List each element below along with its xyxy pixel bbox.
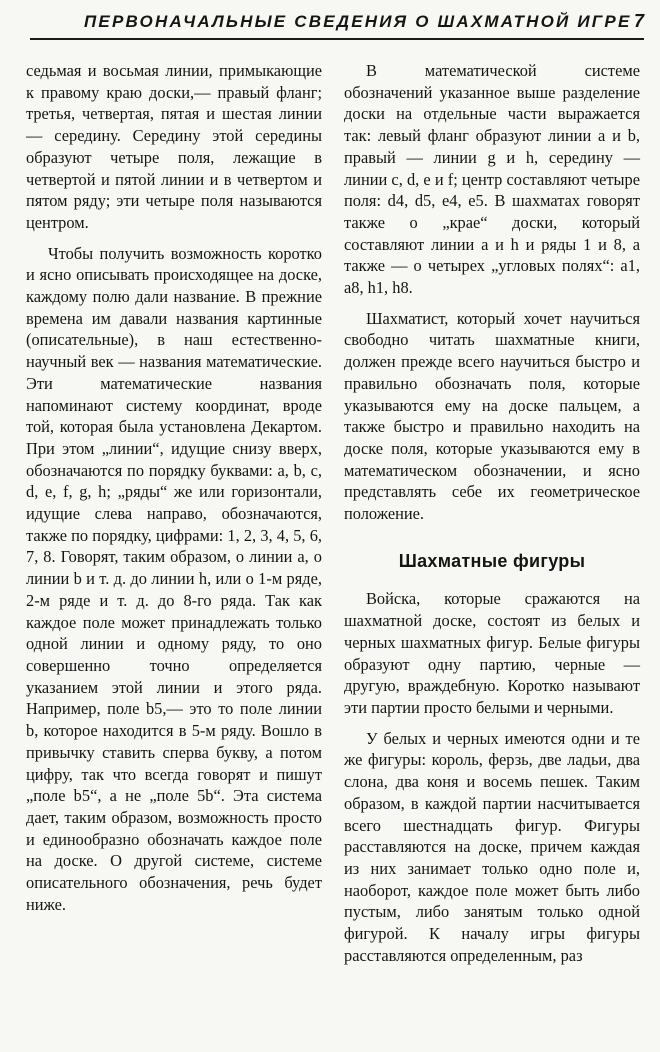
running-header	[30, 8, 644, 40]
paragraph: Войска, которые сражаются на шахматной доске, состоят из белых и черных шахматных фигур. Белые фигуры образуют одну партию, черные — другую, враждебную. Коротко называют эти партии просто белыми и черными.	[344, 589, 640, 717]
paragraph: седьмая и восьмая линии, примыкающие к правому краю доски,— правый фланг; третья, четвертая, пятая и шестая линии — середину. Середину этой середины образуют четыре поля, лежащие в четвертой и пятой линии и в четвертом и пятом ряду; эти четыре поля называются центром.	[26, 61, 322, 232]
left-column	[26, 60, 322, 915]
paragraph: Шахматист, который хочет научиться свободно читать шахматные книги, должен прежде всего научиться быстро и правильно обозначать поля, которые указываются ему на доске пальцем, а также быстро и правильно находить на доске поля, которые указываются ему в математическом обозначении, и ясно представлять себе их геометрическое положение.	[344, 308, 640, 524]
paragraph: Чтобы получить возможность коротко и ясно описывать происходящее на доске, каждому полю дали название. В прежние времена им давали названия картинные (описательные), в наш естественно-научный век — названия математические. Эти математические названия напоминают систему координат, вроде той, которая была установлена Декартом. При этом „линии“, идущие снизу вверх, обозначаются по порядку буквами: a, b, c, d, e, f, g, h; „ряды“ же или горизонтали, идущие слева направо, обозначаются, также по порядку, цифрами: 1, 2, 3, 4, 5, 6, 7, 8. Говорят, таким образом, о линии a, о линии b и т. д. до линии h, или о 1-м ряде, 2-м ряде и т. д. до 8-го ряда. Так как каждое поле может принадлежать только одной линии и одному ряду, то оно совершенно точно определяется указанием этой линии и этого ряда. Например, поле b5,— это то поле линии b, которое находится в 5-м ряду. Вошло в привычку ставить сперва букву, а потом цифру, так что всегда говорят и пишут „поле b5“, а не „поле 5b“. Эта система дает, таким образом, возможность просто и единообразно обозначать каждое поле на доске. О другой системе, системе описательного обозначения, речь будет ниже.	[26, 243, 322, 914]
right-column	[344, 60, 640, 966]
running-title: ПЕРВОНАЧАЛЬНЫЕ СВЕДЕНИЯ О ШАХМАТНОЙ ИГРЕ	[84, 12, 632, 31]
paragraph: У белых и черных имеются одни и те же фигуры: король, ферзь, две ладьи, два слона, два коня и восемь пешек. Таким образом, в каждой партии насчитывается всего шестнадцать фигур. Фигуры расставляются на доске, причем каждая из них занимает только одно поле и, наоборот, каждое поле может быть либо пустым, либо занятым только одной фигурой. К началу игры фигуры расставляются определенным, раз	[344, 728, 640, 965]
paragraph: В математической системе обозначений указанное выше разделение доски на отдельные части выражается так: левый фланг образуют линии a и b, правый — линии g и h, середину — линии c, d, e и f; центр составляют четыре поля: d4, d5, e4, e5. В шахматах говорят также о „крае“ доски, который составляют линии a и h и ряды 1 и 8, а также — о четырех „угловых полях“: a1, a8, h1, h8.	[344, 61, 640, 298]
page-number: 7	[633, 11, 644, 31]
section-heading: Шахматные фигуры	[398, 550, 586, 571]
